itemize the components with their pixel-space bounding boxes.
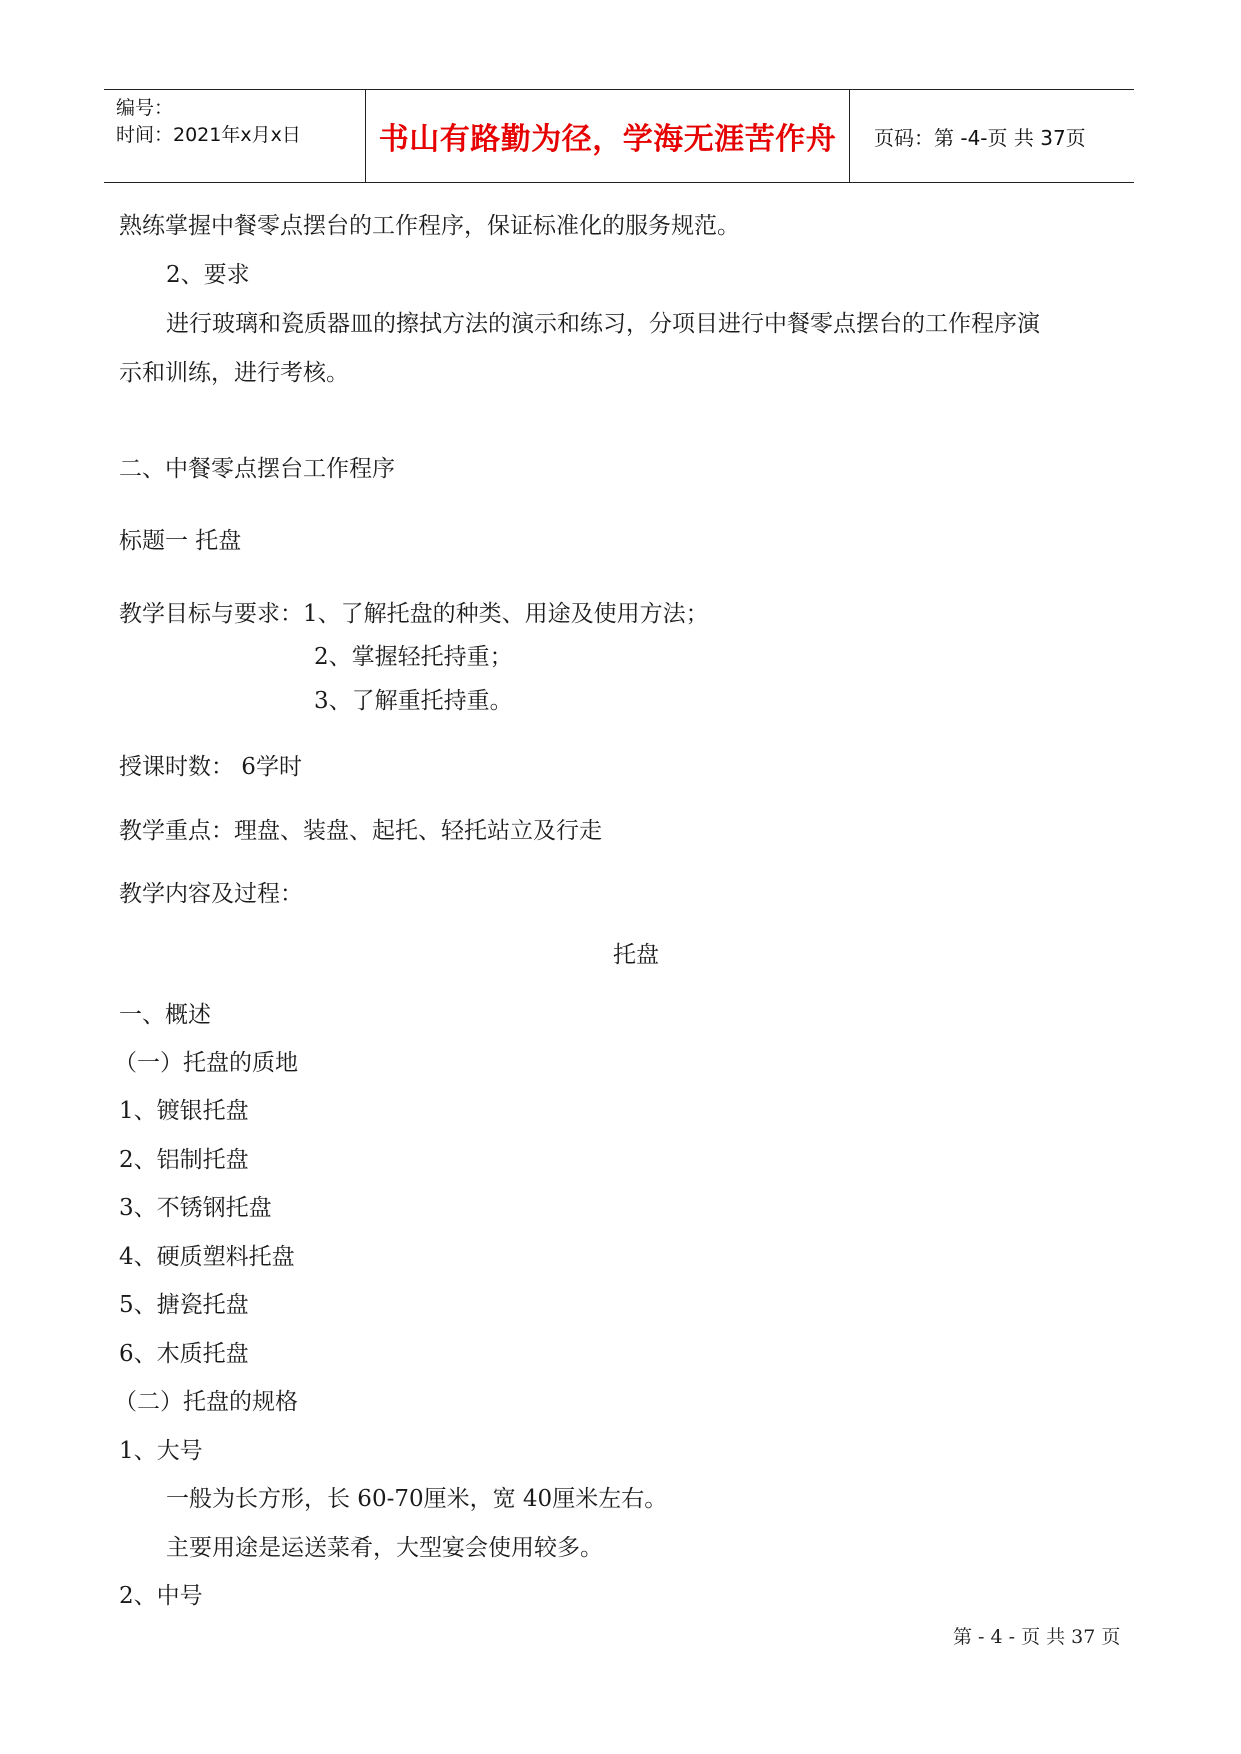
list-item: 6、木质托盘 <box>119 1341 249 1367</box>
subsection-heading: （一）托盘的质地 <box>114 1050 298 1076</box>
header-page-cell <box>850 90 1134 182</box>
centered-title: 托盘 <box>613 942 659 968</box>
section-heading: 一、概述 <box>119 1002 211 1028</box>
objectives-line: 2、掌握轻托持重； <box>314 644 513 670</box>
subsection-heading: （二）托盘的规格 <box>114 1389 298 1415</box>
section-heading: 2、要求 <box>166 262 250 288</box>
document-time-label: 时间：2021年x月x日 <box>116 124 301 146</box>
body-line: 主要用途是运送菜肴，大型宴会使用较多。 <box>166 1535 603 1561</box>
list-item: 4、硬质塑料托盘 <box>119 1244 295 1270</box>
list-item: 3、不锈钢托盘 <box>119 1195 272 1221</box>
header-motto: 书山有路勤为径，学海无涯苦作舟 <box>378 122 837 157</box>
header-left-cell <box>104 90 366 182</box>
header-page-number: 页码：第 -4-页 共 37页 <box>874 125 1086 150</box>
key-points: 教学重点：理盘、装盘、起托、轻托站立及行走 <box>119 818 602 844</box>
content-heading: 教学内容及过程： <box>119 881 303 907</box>
list-item: 5、搪瓷托盘 <box>119 1292 249 1318</box>
body-line: 进行玻璃和瓷质器皿的擦拭方法的演示和练习，分项目进行中餐零点摆台的工作程序演 <box>166 311 1040 337</box>
objectives-line: 3、了解重托持重。 <box>314 688 513 714</box>
list-item: 2、铝制托盘 <box>119 1147 249 1173</box>
class-hours: 授课时数： 6学时 <box>119 754 302 780</box>
objectives-line: 教学目标与要求：1、了解托盘的种类、用途及使用方法； <box>119 601 709 627</box>
body-line: 熟练掌握中餐零点摆台的工作程序，保证标准化的服务规范。 <box>119 213 740 239</box>
page-header <box>104 89 1134 183</box>
list-item: 1、大号 <box>119 1438 203 1464</box>
header-motto-cell <box>366 90 850 182</box>
list-item: 1、镀银托盘 <box>119 1098 249 1124</box>
document-number-label: 编号： <box>116 97 174 119</box>
lesson-title: 标题一 托盘 <box>119 528 242 554</box>
page-footer: 第 - 4 - 页 共 37 页 <box>953 1626 1121 1648</box>
body-line: 一般为长方形，长 60-70厘米，宽 40厘米左右。 <box>166 1486 668 1512</box>
section-heading: 二、中餐零点摆台工作程序 <box>119 456 395 482</box>
list-item: 2、中号 <box>119 1583 203 1609</box>
body-line: 示和训练，进行考核。 <box>119 360 349 386</box>
